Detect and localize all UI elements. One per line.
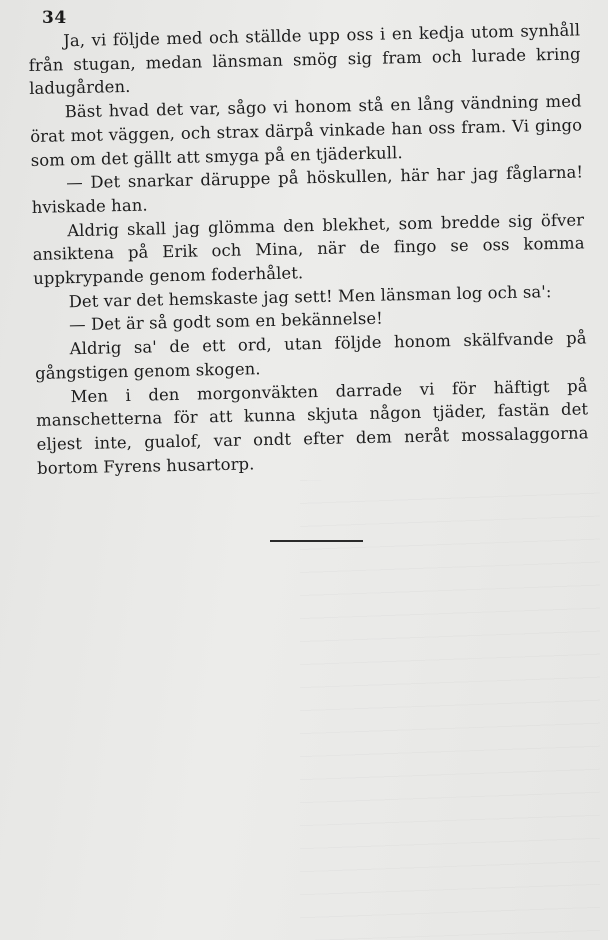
page-number: 34 <box>42 8 67 28</box>
paragraph: Aldrig sa' de ett ord, utan följde honom skälfvande på gångstigen genom skogen. <box>34 328 587 383</box>
paragraph: Ja, vi följde med och ställde upp oss i en kedja utom synhåll från stugan, medan länsman smög sig fram och lurade kring ladugården. <box>28 20 581 99</box>
paragraph: Det var det hemskaste jag sett! Men länsman log och sa': <box>68 281 552 311</box>
body-text <box>28 18 589 480</box>
paragraph: Aldrig skall jag glömma den blekhet, som bredde sig öfver ansiktena på Erik och Mina, när de fingo se oss komma uppkrypande genom foderhålet. <box>32 210 585 288</box>
paragraph: — Det snarkar däruppe på höskullen, här har jag fåglarna! hviskade han. <box>31 162 584 217</box>
section-end-rule <box>270 540 363 542</box>
paragraph: Bäst hvad det var, sågo vi honom stå en lång vändning med örat mot väggen, och strax därpå vinkade han oss fram. Vi gingo som om det gällt att smyga på en tjäderkull. <box>30 91 583 170</box>
paragraph: Men i den morgonväkten darrade vi för häftigt på manschetterna för att kunna skjuta någon tjäder, fastän det eljest inte, gualof, var ondt efter dem neråt mossalaggorna bortom Fyrens husartorp. <box>35 375 589 478</box>
paragraph: — Det är så godt som en bekännelse! <box>68 309 384 335</box>
show-through-texture <box>300 480 600 940</box>
